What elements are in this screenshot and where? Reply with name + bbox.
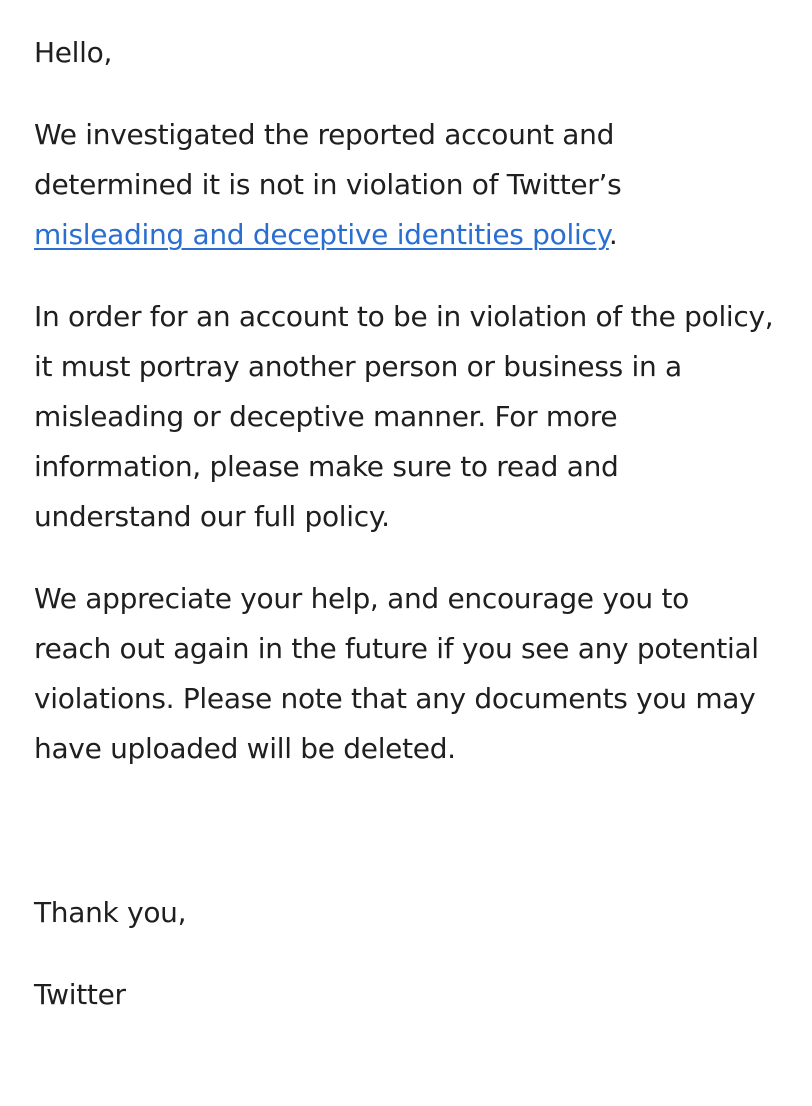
investigation-text-end: . <box>608 218 618 251</box>
email-paragraph-policy-explanation: In order for an account to be in violation of the policy, it must portray another person or business in a misleading or deceptive manner. For more information, please make sure to read and understand our full policy. <box>34 300 774 533</box>
investigation-text: We investigated the reported account and determined it is not in violation of Twitter’s <box>34 118 622 201</box>
email-paragraph-appreciation: We appreciate your help, and encourage you to reach out again in the future if you see any potential violations. Please note that any documents you may have uploaded will be deleted. <box>34 582 759 765</box>
email-paragraph-investigation <box>34 110 774 260</box>
email-body <box>34 28 774 1020</box>
policy-link[interactable]: misleading and deceptive identities policy <box>34 218 609 251</box>
email-signature: Twitter <box>34 978 126 1011</box>
email-greeting: Hello, <box>34 36 113 69</box>
email-signoff: Thank you, <box>34 896 187 929</box>
spacer <box>34 774 774 888</box>
